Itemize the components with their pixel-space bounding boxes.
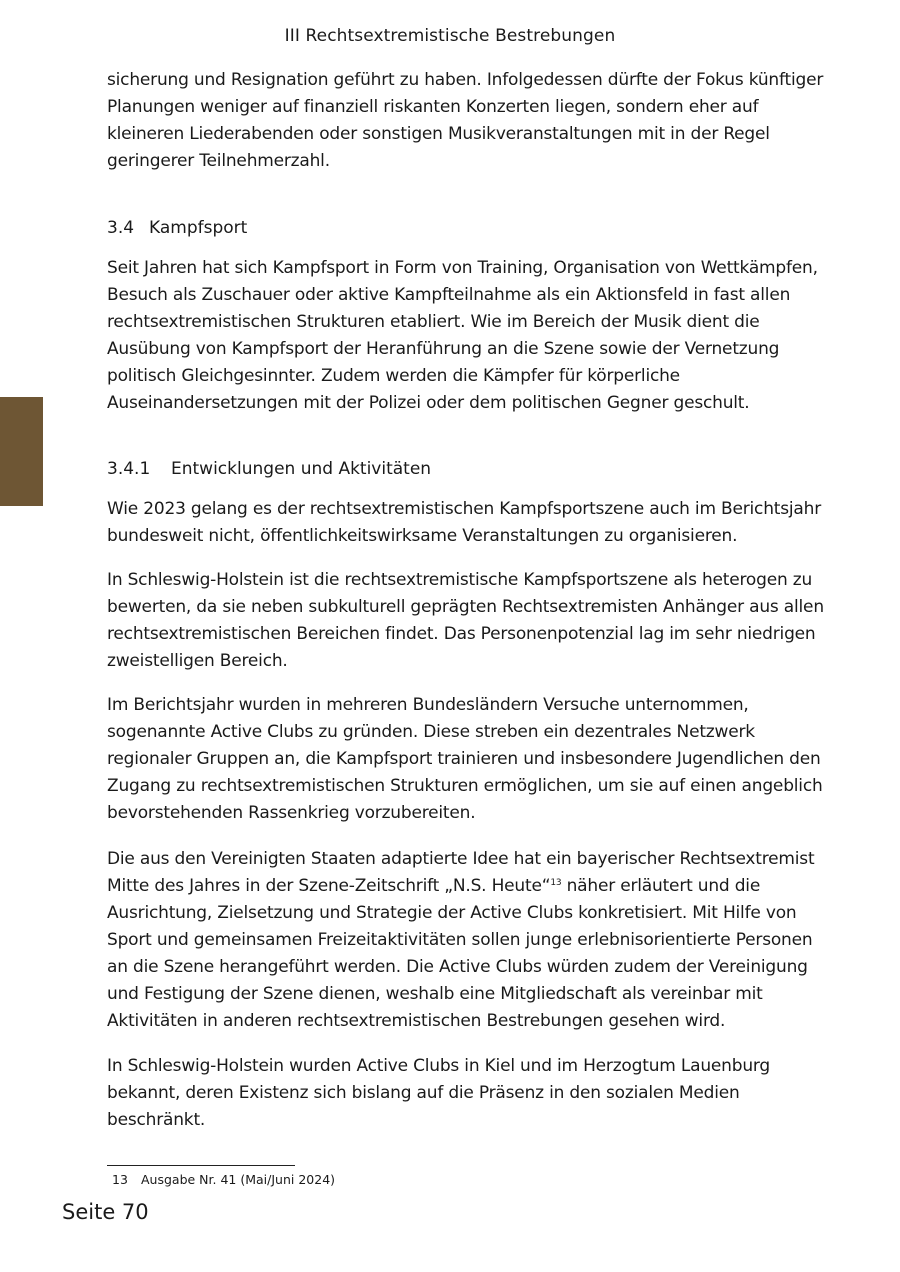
paragraph-4-text-a: Die aus den Vereinigten Staaten adaptierte Idee hat ein bayerischer Rechtsextremist Mitte des Jahres in der Szene-Zeitschrift „N.S. Heute“ bbox=[107, 849, 815, 896]
footnote-divider bbox=[107, 1165, 295, 1166]
subsection-number: 3.4.1 bbox=[107, 459, 151, 479]
section-heading-kampfsport bbox=[107, 216, 247, 240]
footnote-reference[interactable]: 13 bbox=[550, 878, 562, 888]
paragraph-1: Wie 2023 gelang es der rechtsextremistischen Kampfsportszene auch im Berichtsjahr bundesweit nicht, öffentlichkeitswirksame Veranstaltungen zu organisieren. bbox=[107, 499, 822, 546]
kampfsport-paragraph: Seit Jahren hat sich Kampfsport in Form von Training, Organisation von Wettkämpfen, Besuch als Zuschauer oder aktive Kampfteilnahme als ein Aktionsfeld in fast allen rechtsextremistischen Strukturen etabliert. Wie im Bereich der Musik dient die Ausübung von Kampfsport der Heranführung an die Szene sowie der Vernetzung politisch Gleichgesinnter. Zudem werden die Kämpfer für körperliche Auseinandersetzungen mit der Polizei oder dem politischen Gegner geschult. bbox=[107, 258, 818, 413]
intro-paragraph: sicherung und Resignation geführt zu haben. Infolgedessen dürfte der Fokus künftiger Planungen weniger auf finanziell riskanten Konzerten liegen, sondern eher auf kleineren Liederabenden oder sonstigen Musikveranstaltungen mit in der Regel geringerer Teilnehmerzahl. bbox=[107, 70, 824, 171]
subsection-heading-entwicklungen bbox=[107, 457, 431, 481]
paragraph-3: Im Berichtsjahr wurden in mehreren Bundesländern Versuche unternommen, sogenannte Active Clubs zu gründen. Diese streben ein dezentrales Netzwerk regionaler Gruppen an, die Kampfsport trainieren und insbesondere Jugendlichen den Zugang zu rechtsextremistischen Strukturen ermöglichen, um sie auf einen angeblich bevorstehenden Rassenkrieg vorzubereiten. bbox=[107, 695, 823, 823]
footnote-text: Ausgabe Nr. 41 (Mai/Juni 2024) bbox=[141, 1172, 336, 1187]
paragraph-5: In Schleswig-Holstein wurden Active Clubs in Kiel und im Herzogtum Lauenburg bekannt, deren Existenz sich bislang auf die Präsenz in den sozialen Medien beschränkt. bbox=[107, 1056, 770, 1130]
chapter-side-tab bbox=[0, 397, 43, 506]
section-number: 3.4 bbox=[107, 218, 135, 238]
running-header: III Rechtsextremistische Bestrebungen bbox=[284, 26, 616, 46]
subsection-title: Entwicklungen und Aktivitäten bbox=[171, 459, 432, 479]
footnote-number: 13 bbox=[112, 1172, 128, 1187]
paragraph-2: In Schleswig-Holstein ist die rechtsextremistische Kampfsportszene als heterogen zu bewerten, da sie neben subkulturell geprägten Rechtsextremisten Anhänger aus allen rechtsextremistischen Bereichen findet. Das Personenpotenzial lag im sehr niedrigen zweistelligen Bereich. bbox=[107, 570, 824, 671]
footnote bbox=[112, 1172, 335, 1188]
section-title: Kampfsport bbox=[149, 218, 248, 238]
paragraph-4-text-b: näher erläutert und die Ausrichtung, Zielsetzung und Strategie der Active Clubs konkretisiert. Mit Hilfe von Sport und gemeinsamen Freizeitaktivitäten sollen junge erlebnisorientierte Personen an die Szene herangeführt werden. Die Active Clubs würden zudem der Vereinigung und Festigung der Szene dienen, weshalb eine Mitgliedschaft als vereinbar mit Aktivitäten in anderen rechtsextremistischen Bestrebungen gesehen wird. bbox=[107, 876, 813, 1031]
page-number: Seite 70 bbox=[62, 1200, 149, 1224]
paragraph-4 bbox=[107, 846, 835, 1035]
